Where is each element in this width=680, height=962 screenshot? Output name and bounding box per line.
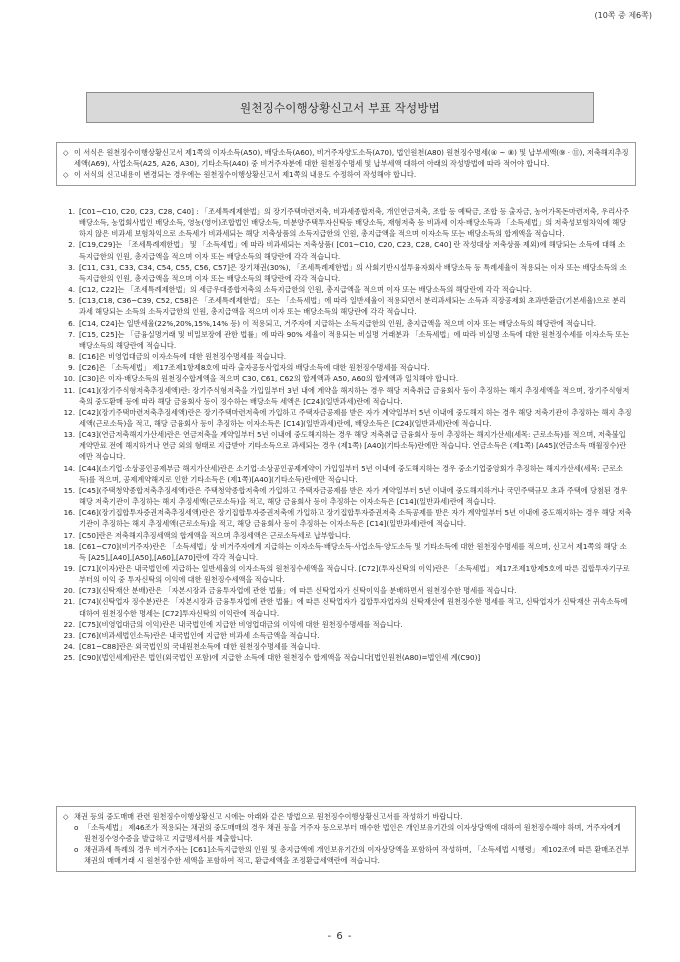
instruction-text: [C16]은 비영업대금의 이자소득에 대한 원천징수명세를 적습니다. [79, 352, 287, 362]
instruction-item [60, 284, 632, 295]
instruction-item [60, 385, 632, 407]
instruction-item [60, 619, 632, 630]
instruction-number: 23. [63, 630, 75, 640]
instruction-item [60, 329, 632, 351]
instruction-text: [C45](주택청약종합저축추징세액)란은 주택청약종합저축에 가입하고 주택자금공제를 받은 자가 계약일부터 5년 이내에 중도해지하거나 국민주택규모 초과 주택에 당첨된 경우 해당 저축기관이 추징하는 해지 추징세액(근로소득)을 적고, 해당 금융회사 등이 추징하는 이자소득은 [C14](일반과세)란에 적습니다. [79, 485, 627, 507]
instruction-item [60, 641, 632, 652]
instruction-number: 12. [63, 407, 75, 417]
instruction-number: 2. [68, 240, 75, 250]
instruction-number: 9. [68, 363, 75, 373]
bond-notice [63, 811, 629, 822]
bond-sub-text: 채권과세 특례의 경우 비거주자는 [C61]소득지급한의 인원 및 총지급액에 개인보유기간의 이자상당액을 포함하여 작성하며, 「소득세법 시행령」 제102조에 따른 환매조건부채권의 매매거래 시 원천징수한 세액을 포함하여 적고, 환급세액을 조정환급세액란에 적습니다. [84, 845, 629, 865]
bond-sub-item [63, 844, 629, 866]
instruction-number: 17. [63, 530, 75, 540]
instruction-number: 5. [68, 296, 75, 306]
instruction-text: [C41](장기주식형저축추징세액)란: 장기주식형저축을 가입일부터 3년 내에 계약을 해지하는 경우 해당 저축취급 금융회사 등이 추징하는 해지 추징세액을 적으며, 장기주식형저축의 중도환매 등에 따라 해당 금융회사 등이 징수하는 배당소득 세액은 [C24](일반과세)란에 적습니다. [79, 385, 630, 406]
instruction-item [60, 318, 632, 329]
document-title: 원천징수이행상황신고서 부표 작성방법 [86, 92, 594, 123]
instruction-text: [C44](소기업·소상공인공제부금 해지가산세)란은 소기업·소상공인공제계약이 가입일부터 5년 이내에 중도해지하는 경우 중소기업중앙회가 추징하는 해지가산세(세목: 근로소득)를 적으며, 공제계약해지로 인한 기타소득은 (제1쪽)[A40](기타소득)란에만 적습니다. [79, 463, 623, 484]
instruction-item [60, 530, 632, 541]
instruction-item [60, 563, 632, 585]
bond-notice-text: 채권 등의 중도매매 관련 원천징수이행상황신고 시에는 아래와 같은 방법으로 원천징수이행상황신고서를 작성하기 바랍니다. [74, 812, 463, 821]
instruction-text: [C42](장기주택마련저축추징세액)란은 장기주택마련저축에 가입하고 주택자금공제를 받은 자가 계약일부터 5년 이내에 중도해지 하는 경우 해당 저축기관이 추징하는 해지 추징세액(근로소득)을 적고, 해당 금융회사 등이 추징하는 이자소득은 [C14](일반과세)란에, 배당소득은 [C24](일반과세)란에 적습니다. [79, 407, 632, 428]
instruction-item [60, 652, 632, 663]
instruction-number: 11. [63, 385, 75, 395]
instruction-item [60, 295, 632, 317]
instruction-number: 20. [63, 586, 75, 596]
instruction-number: 22. [63, 619, 75, 629]
instruction-text: [C43](연금저축해지가산세)란은 연금저축을 계약일부터 5년 이내에 중도해지하는 경우 해당 저축취급 금융회사 등이 추징하는 해지가산세(세목: 근로소득)를 적으며, 저축불입계약만료 전에 해지하거나 연금 외의 형태로 지급받아 기타소득으로 과세되는 경우 (제1쪽) [A40](기타소득)란에만 적습니다. 연금소득은 (제1쪽) [A45](연금소득 매월징수)란에만 적습니다. [79, 430, 627, 462]
instruction-number: 25. [63, 653, 75, 663]
instruction-item [60, 351, 632, 362]
page-number: - 6 - [327, 931, 353, 942]
instruction-number: 1. [68, 207, 75, 216]
instruction-item [60, 541, 632, 563]
instruction-text: [C76](비과세법인소득)란은 내국법인에 지급한 비과세 소득금액을 적습니다. [79, 630, 320, 640]
intro-notice [63, 147, 629, 169]
instruction-number: 19. [63, 564, 75, 573]
instruction-text: [C30]은 이자·배당소득의 원천징수합계액을 적으며 C30, C61, C62의 합계액과 A50, A60의 합계액과 일치해야 합니다. [79, 374, 459, 384]
instruction-text: [C15, C25]는 「금융실명거래 및 비밀보장에 관한 법률」에 따라 90% 세율이 적용되는 비실명 거래분과 「소득세법」에 따라 비실명 소득에 대한 원천징수세를 이자소득 또는 배당소득의 해당란에 적습니다. [79, 329, 630, 350]
diamond-bullet-icon: ◇ [63, 148, 69, 157]
instruction-text: [C75](비영업대금의 이익)란은 내국법인에 지급한 비영업대금의 이익에 대한 원천징수명세를 적습니다. [79, 619, 403, 629]
page-indicator: (10쪽 중 제6쪽) [594, 11, 652, 20]
instruction-number: 13. [63, 430, 75, 440]
instruction-text: [C90](법인세계)란은 법인(외국법인 포함)에 지급한 소득에 대한 원천징수 합계액을 적습니다[법인원천(A80)=법인세 계(C90)] [79, 653, 481, 663]
instruction-item [60, 262, 632, 284]
instruction-item [60, 373, 632, 384]
instruction-number: 10. [63, 374, 75, 384]
instruction-text: [C13,C18, C36~C39, C52, C58]은 「조세특례제한법」 또는 「소득세법」에 따라 일반세율이 적용되면서 분리과세되는 소득과 직장공제회 초과반환금(기본세율)으로 분리과세 해당되는 소득의 소득지급한의 인원, 총지급액을 적으며 이자 또는 배당소득의 해당란에 각각 적습니다. [79, 296, 627, 317]
instruction-item [60, 585, 632, 596]
instruction-text: [C73](신탁재산 분배)란은 「자본시장과 금융투자업에 관한 법률」에 따른 신탁업자가 신탁이익을 분배하면서 원천징수한 명세를 적습니다. [79, 586, 517, 596]
instruction-item [60, 507, 632, 529]
instruction-text: [C74](신탁업자 징수분)란은 「자본시장과 금융투자업에 관한 법률」에 따른 신탁업자가 집합투자업자의 신탁재산에 원천징수한 명세를 적고, 신탁업자가 신탁재산 귀속소득에 대하여 원천징수한 명세는 [C72]투자신탁의 이익란에 적습니다. [79, 597, 628, 618]
instruction-list [60, 206, 632, 663]
bond-sub-text: 「소득세법」 제46조가 적용되는 채권의 중도매매의 경우 채권 등을 거주자 등으로부터 매수한 법인은 개인보유기간의 이자상당액에 대하여 원천징수해야 하며, 거주자에게 원천징수영수증을 발급하고 지급명세서를 제출합니다. [84, 823, 621, 843]
instruction-text: [C46](장기집합투자증권저축추징세액)란은 장기집합투자증권저축에 가입하고 장기집합투자증권저축 소득공제를 받은 자가 계약일부터 5년 이내에 중도해지하는 경우 해당 저축기관이 추징하는 해지 추징세액(근로소득)을 적고, 해당 금융회사 등이 추징하는 이자소득은 [C14](일반과세)란에 적습니다. [79, 508, 632, 529]
instruction-item [60, 239, 632, 261]
instruction-item [60, 596, 632, 618]
instruction-number: 24. [63, 642, 75, 652]
intro-notice [63, 169, 629, 180]
instruction-text: [C12, C22]는 「조세특례제한법」의 세금우대종합저축의 소득지급한의 인원, 총지급액을 적으며 이자 또는 배당소득의 해당란에 각각 적습니다. [79, 285, 532, 295]
circle-bullet-icon: o [74, 823, 79, 832]
instruction-number: 8. [68, 352, 75, 362]
instruction-item [60, 206, 632, 239]
instruction-item [60, 463, 632, 485]
instruction-item [60, 407, 632, 429]
instruction-item [60, 429, 632, 462]
instruction-number: 6. [68, 318, 75, 328]
instruction-number: 7. [68, 329, 75, 339]
instruction-text: [C50]란은 저축해지추징세액의 합계액을 적으며 추징세액은 근로소득세로 납부합니다. [79, 530, 351, 540]
instruction-text: [C61~C70](비거주자)란은 「소득세법」상 비거주자에게 지급하는 이자소득·배당소득·사업소득·양도소득 및 기타소득에 대한 원천징수명세를 적으며, 신고서 제1쪽의 해당 소득 [A25],[A40],[A50],[A60],[A70]란에 각각 적습니다. [79, 541, 627, 562]
instruction-number: 18. [63, 541, 75, 551]
instruction-text: [C19,C29]는 「조세특례제한법」 및 「소득세법」에 따라 비과세되는 저축상품( [C01~C10, C20, C23, C28, C40] 란 작성대상 저축상품 제외)에 해당되는 소득에 대해 소득지급한의 인원, 총지급액을 적으며 이자 또는 배당소득의 해당란에 각각 적습니다. [79, 240, 626, 261]
instruction-text: [C71](이자)란은 내국법인에 지급하는 일반세율의 이자소득의 원천징수세액을 적습니다. [C72](투자신탁의 이익)란은 「소득세법」 제17조제1항제5호에 따른 집합투자기구로부터의 이익 중 투자신탁의 이익에 대한 원천징수세액을 적습니다. [79, 564, 630, 585]
instruction-item [60, 362, 632, 373]
diamond-bullet-icon: ◇ [63, 170, 69, 179]
instruction-item [60, 485, 632, 507]
instruction-number: 3. [68, 262, 75, 272]
instruction-text: [C26]은 「소득세법」 제17조제1항제8호에 따라 출자공동사업자의 배당소득에 대한 원천징수명세를 적습니다. [79, 363, 430, 373]
instruction-text: [C11, C31, C33, C34, C54, C55, C56, C57]은 장기채권(30%), 「조세특례제한법」의 사회기반시설투융자회사 배당소득 등 특례세율이 적용되는 이자 또는 배당소득의 소득지급한의 인원, 총지급액을 적으며 이자 또는 배당소득의 해당란에 각각 적습니다. [79, 262, 627, 283]
instruction-number: 21. [63, 597, 75, 607]
instruction-item [60, 630, 632, 641]
intro-notice-box [56, 142, 636, 186]
intro-notice-text: 이 서식의 신고내용이 변경되는 경우에는 원천징수이행상황신고서 제1쪽의 내용도 수정하여 작성해야 합니다. [74, 170, 417, 179]
circle-bullet-icon: o [74, 845, 79, 854]
bond-sub-item [63, 822, 629, 844]
instruction-number: 16. [63, 508, 75, 518]
instruction-number: 15. [63, 485, 75, 495]
instruction-text: [C01~C10, C20, C23, C28, C40] : 「조세특례제한법」의 장기주택마련저축, 비과세종합저축, 개인연금저축, 조합 등 예탁금, 조합 등 출자금, 농어가목돈마련저축, 우리사주 배당소득, 농업회사법인 배당소득, 영농(영어)조합법인 배당소득, 미분양주택투자신탁등 배당소득, 재형저축 등 비과세 이자·배당소득과 「소득세법」의 저축성보험차익에 해당하지 않은 비과세 보험차익으로 소득세가 비과세되는 해당 저축상품의 소득지급한의 인원, 총지급액을 적으며 이자소득 또는 배당소득의 합계액을 적습니다. [79, 207, 630, 239]
instruction-text: [C81~C88]란은 외국법인의 국내원천소득에 대한 원천징수명세를 적습니다. [79, 642, 321, 652]
instruction-number: 4. [68, 285, 75, 295]
instruction-number: 14. [63, 463, 75, 473]
instruction-text: [C14, C24]는 일반세율(22%,20%,15%,14% 등) 이 적용되고, 거주자에 지급하는 소득지급한의 인원, 총지급액을 적으며 이자 또는 배당소득의 해당란에 적습니다. [79, 318, 597, 328]
diamond-bullet-icon: ◇ [63, 812, 69, 821]
bond-notice-box [56, 806, 636, 872]
intro-notice-text: 이 서식은 원천징수이행상황신고서 제1쪽의 이자소득(A50), 배당소득(A60), 비거주자양도소득(A70), 법인원천(A80) 원천징수명세(④ ~ ⑧) 및 납부세액(⑨ · ⑪), 저축해지추징세액(A69), 사업소득(A25, A26, A30), 기타소득(A40) 중 비거주자분에 대한 원천징수명세 및 납부세액 대하여 아래의 작성방법에 따라 적어야 합니다. [74, 148, 629, 168]
